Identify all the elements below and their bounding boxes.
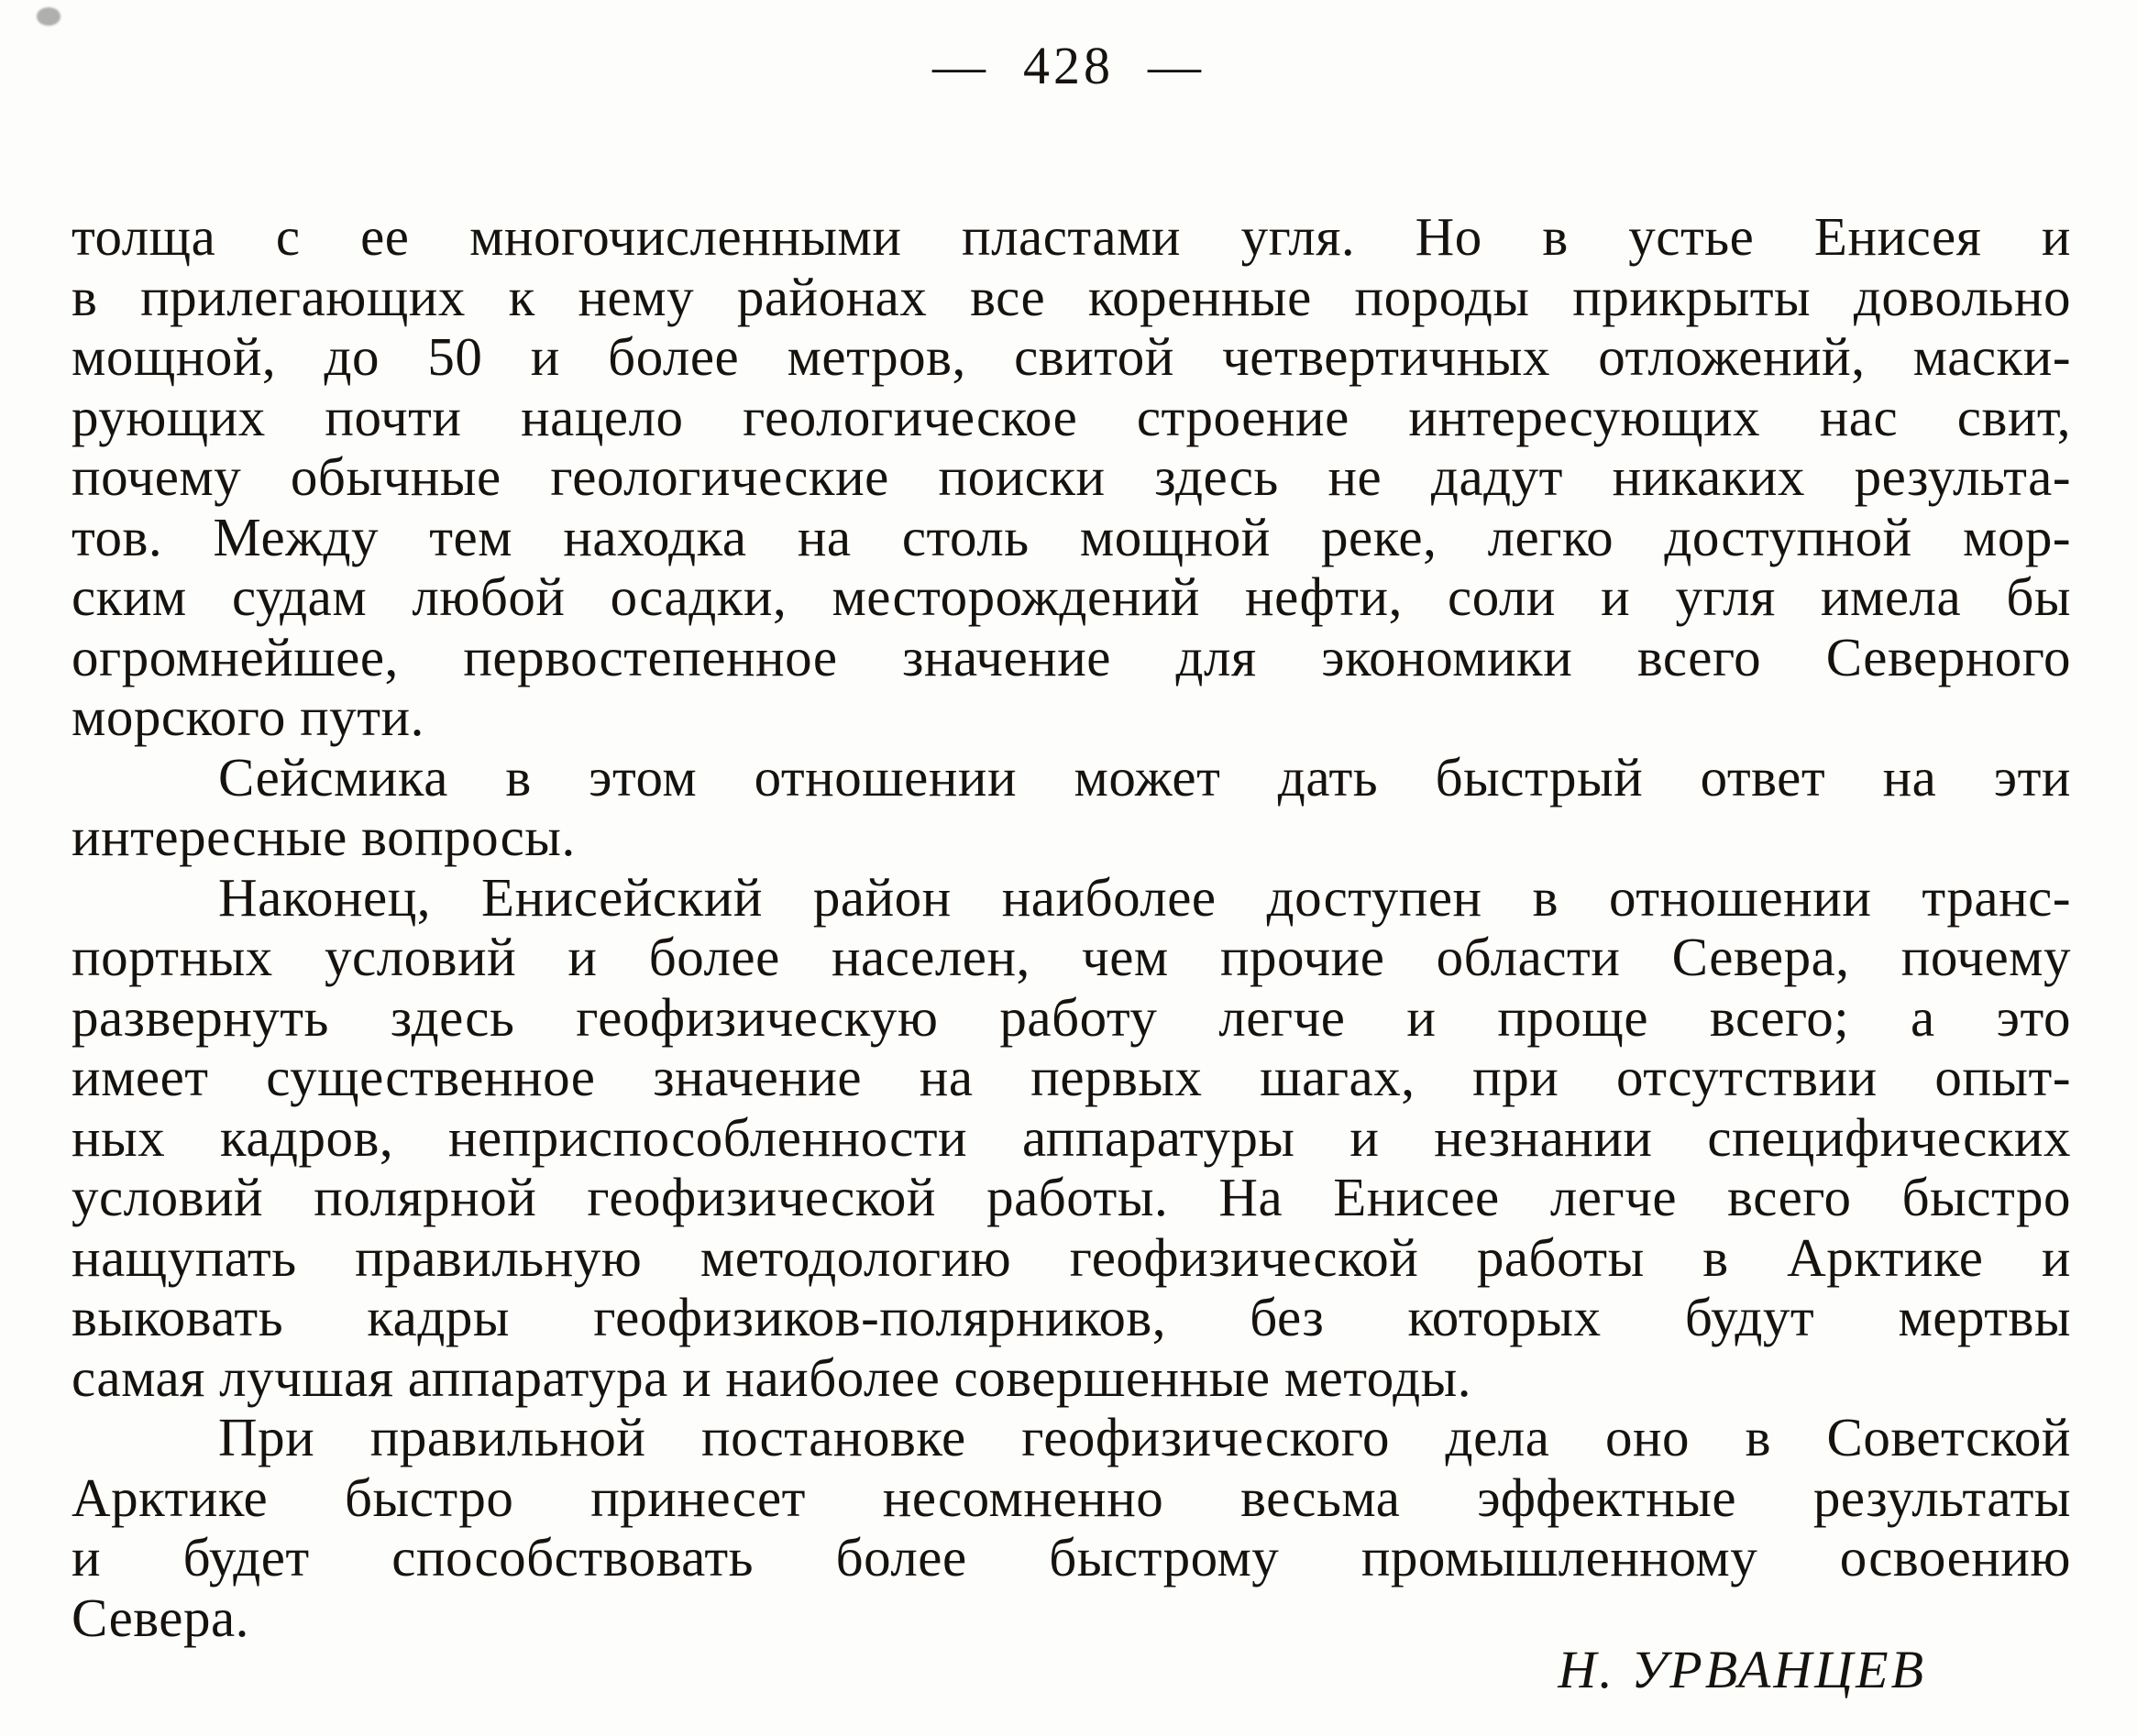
text-line: При правильной постановке геофизического дела оно в Советской xyxy=(218,1407,2071,1467)
text-line: толща с ее многочисленными пластами угля. Но в устье Енисея и xyxy=(72,206,2071,267)
text-line: Арктике быстро принесет несомненно весьма эффектные результаты xyxy=(72,1467,2071,1528)
text-line: тов. Между тем находка на столь мощной реке, легко доступной мор- xyxy=(72,506,2071,567)
text-line: мощной, до 50 и более метров, свитой четвертичных отложений, маски- xyxy=(72,326,2071,387)
text-line: морского пути. xyxy=(72,687,424,747)
text-line: условий полярной геофизической работы. На Енисее легче всего быстро xyxy=(72,1167,2071,1227)
text-line: Сейсмика в этом отношении может дать быстрый ответ на эти xyxy=(218,746,2071,808)
text-line: выковать кадры геофизиков-полярников, без которых будут мертвы xyxy=(72,1287,2071,1347)
text-line: имеет существенное значение на первых шагах, при отсутствии опыт- xyxy=(72,1047,2071,1107)
text-line: развернуть здесь геофизическую работу легче и проще всего; а это xyxy=(72,986,2071,1048)
text-line: и будет способствовать более быстрому промышленному освоению xyxy=(72,1527,2071,1588)
text-line: огромнейшее, первостепенное значение для экономики всего Северного xyxy=(72,626,2071,687)
text-block xyxy=(72,207,2071,1648)
text-line: Севера. xyxy=(72,1587,249,1648)
text-line: ных кадров, неприспособленности аппаратуры и незнании специфических xyxy=(72,1106,2071,1168)
text-line: почему обычные геологические поиски здесь не дадут никаких результа- xyxy=(72,446,2071,507)
scan-artifact xyxy=(37,7,61,26)
text-line: Наконец, Енисейский район наиболее доступен в отношении транс- xyxy=(218,866,2071,928)
text-line: ским судам любой осадки, месторождений нефти, соли и угля имела бы xyxy=(72,566,2071,627)
text-line: интересные вопросы. xyxy=(72,807,576,867)
text-line: нащупать правильную методологию геофизической работы в Арктике и xyxy=(72,1226,2071,1288)
text-line: портных условий и более населен, чем прочие области Севера, почему xyxy=(72,927,2071,987)
text-line: самая лучшая аппаратура и наиболее совершенные методы. xyxy=(72,1346,1472,1408)
author-signature: Н. УРВАНЦЕВ xyxy=(1558,1640,1926,1699)
text-line: рующих почти нацело геологическое строение интересующих нас свит, xyxy=(72,386,2071,447)
text-line: в прилегающих к нему районах все коренные породы прикрыты довольно xyxy=(72,266,2071,327)
page-number: — 428 — xyxy=(932,36,1205,95)
